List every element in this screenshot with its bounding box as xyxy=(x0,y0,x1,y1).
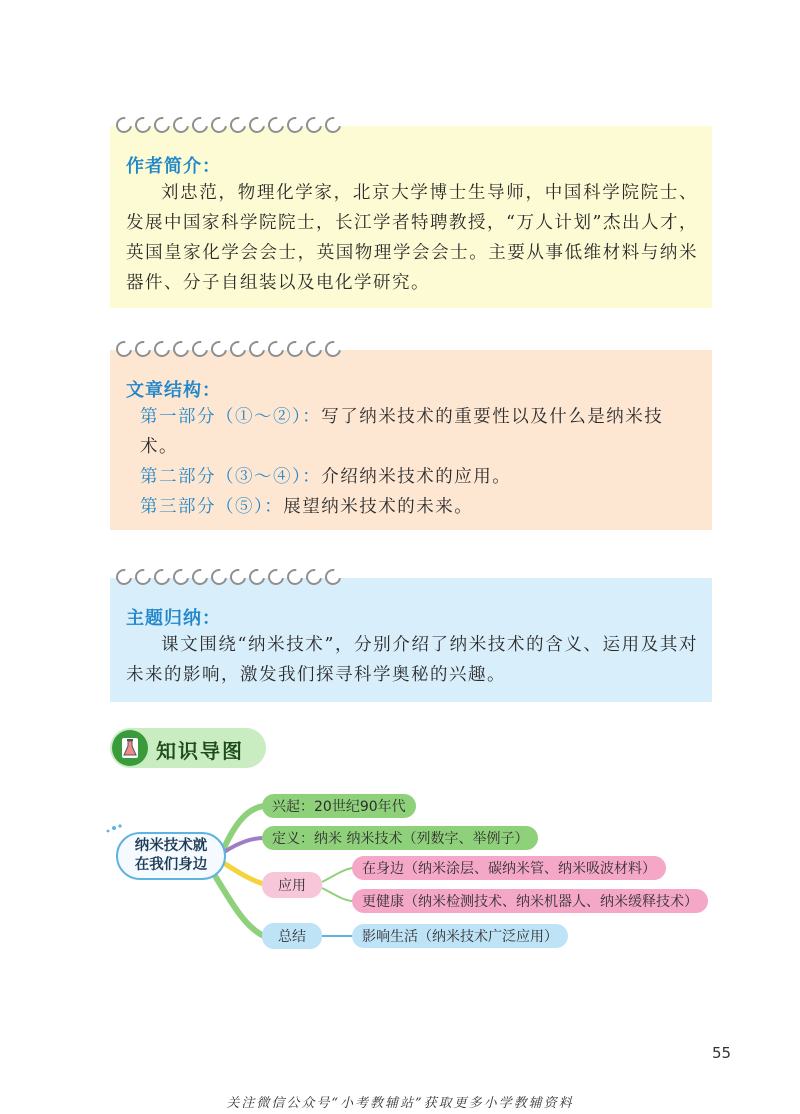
part-label: 第三部分（⑤）： xyxy=(140,497,284,517)
structure-part-1 xyxy=(140,402,698,462)
part-text: 介绍纳米技术的应用。 xyxy=(321,467,512,487)
theme-card xyxy=(110,578,712,702)
part-text: 展望纳米技术的未来。 xyxy=(283,497,474,517)
binder-rings xyxy=(116,569,341,589)
node-application-around: 在身边（纳米涂层、碳纳米管、纳米吸波材料） xyxy=(352,856,666,880)
root-line-2: 在我们身边 xyxy=(134,857,208,873)
binder-rings xyxy=(116,117,341,137)
mind-map-root xyxy=(116,832,226,880)
structure-card xyxy=(110,350,712,530)
footer-note: 关注微信公众号“小考教辅站”获取更多小学教辅资料 xyxy=(226,1096,574,1111)
part-label: 第一部分（①～②）： xyxy=(140,407,322,427)
node-summary-life: 影响生活（纳米技术广泛应用） xyxy=(352,924,568,948)
author-card-body: 刘忠范，物理化学家，北京大学博士生导师，中国科学院院士、发展中国家科学院院士，长江学者特聘教授，“万人计划”杰出人才，英国皇家化学会会士，英国物理学会会士。主要从事低维材料与纳米器件、分子自组装以及电化学研究。 xyxy=(126,183,698,293)
flask-icon xyxy=(112,730,148,766)
author-card-title: 作者简介： xyxy=(126,156,221,177)
theme-card-title: 主题归纳： xyxy=(126,608,221,629)
node-rise: 兴起：20世纪90年代 xyxy=(262,794,416,818)
part-text: 写了纳米技术的重要性以及什么是纳米技术。 xyxy=(140,407,664,457)
mind-map-header xyxy=(110,728,266,768)
mind-map-title: 知识导图 xyxy=(156,739,244,763)
node-definition: 定义：纳米 纳米技术（列数字、举例子） xyxy=(262,826,538,850)
node-application-health: 更健康（纳米检测技术、纳米机器人、纳米缓释技术） xyxy=(352,889,708,913)
structure-parts xyxy=(140,402,698,522)
page-number: 55 xyxy=(712,1044,732,1062)
root-line-1: 纳米技术就 xyxy=(134,838,208,854)
part-label: 第二部分（③～④）： xyxy=(140,467,322,487)
theme-card-body: 课文围绕“纳米技术”，分别介绍了纳米技术的含义、运用及其对未来的影响，激发我们探寻科学奥秘的兴趣。 xyxy=(126,635,698,685)
structure-part-2 xyxy=(140,462,698,492)
structure-part-3 xyxy=(140,492,698,522)
node-application: 应用 xyxy=(262,872,322,898)
binder-rings xyxy=(116,341,341,361)
author-card xyxy=(110,126,712,308)
structure-card-title: 文章结构： xyxy=(126,380,221,401)
node-summary: 总结 xyxy=(262,923,322,949)
